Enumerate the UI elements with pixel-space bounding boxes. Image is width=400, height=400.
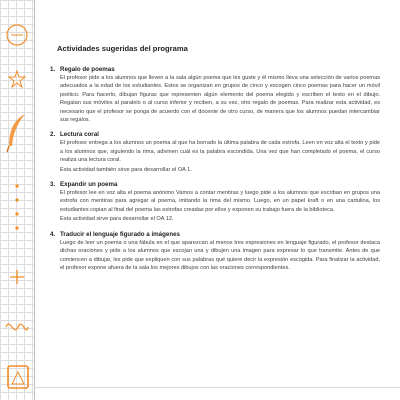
activity-number: 2. — [50, 131, 56, 139]
page-title: Actividades sugeridas del programa — [57, 44, 188, 53]
activity-item — [50, 131, 380, 174]
activity-item — [50, 181, 380, 224]
activity-title: Regalo de poemas — [60, 66, 115, 73]
doodle-circle-icon — [4, 22, 30, 48]
activity-number: 4. — [50, 230, 56, 238]
decorative-sidebar — [0, 0, 34, 400]
footer-rule — [34, 387, 400, 388]
quill-pen-icon — [3, 112, 31, 154]
activity-item — [50, 66, 380, 124]
activity-title: Lectura coral — [60, 131, 99, 139]
activity-title: Traducir el lenguaje figurado a imágenes — [60, 230, 181, 238]
doodle-dots-icon — [6, 180, 28, 240]
doodle-plus-icon — [8, 268, 26, 286]
doodle-star-icon — [8, 70, 26, 88]
doodle-squiggle-icon — [4, 312, 30, 342]
activity-title: Expandir un poema — [60, 181, 118, 189]
activity-number: 3. — [50, 181, 56, 189]
sidebar-divider — [34, 0, 35, 400]
activity-body: Luego de leer un poema o una fábula en el que aparezcan al menos tres expresiones en lenguaje figurado, el profesor destaca dichas oraciones y pide a los alumnos que escojan una y dibujen una imagen para expresar lo que transmite. Antes de que comiencen a dibujar, les pide que expliquen con sus palabras qué quiere decir la expresión escogida. Para finalizar la actividad, el profesor expone afuera de la sala los mejores dibujos con las oraciones correspondientes. — [60, 239, 380, 271]
page-footer — [0, 386, 400, 400]
activity-body: El profesor entrega a los alumnos un poema al que ha borrado la última palabra de cada estrofa. Leen en voz alta el texto y pide a los alumnos que, siguiendo la rima, adivinen cuál es la palabra escondida. Una vez que han completado el poema, el curso realiza una lectura coral. — [60, 140, 380, 164]
activity-note: Esta actividad también sirve para desarrollar el OA 1. — [60, 166, 192, 173]
activity-number: 1. — [50, 66, 56, 73]
activity-body: El profesor lee en voz alta el poema anónimo Vamos a contar mentiras y luego pide a los alumnos que escriban en grupos una estrofa con mentiras para agregar al poema, imitando la rima del mismo. Luego, en un papel kraft o en una cartulina, los estudiantes copian al final del poema las estrofas creadas por ellos y exponen su trabajo fuera de la biblioteca. — [60, 190, 380, 213]
activity-item — [50, 231, 380, 273]
activity-note: Esta actividad sirve para desarrollar el OA 12. — [60, 216, 174, 223]
activity-body: El profesor pide a los alumnos que lleven a la sala algún poema que les guste y él mismo lleva una selección de varios poemas adecuados a la edad de los estudiantes. Estos se organizan en grupos de cinco y escogen cinco poemas para hacer un móvil poético. Para hacerlo, dibujan figuras que representen algún elemento del poema elegido y escriben el texto en el dibujo. Regalan sus móviles al paralelo o al curso inferior y reciben, a su vez, otro regalo de poemas. Para realizar esta actividad, es necesario que el profesor se ponga de acuerdo con el docente de otro curso, de manera que los alumnos puedan intercambiar sus regalos. — [60, 75, 380, 124]
main-content — [50, 44, 380, 279]
